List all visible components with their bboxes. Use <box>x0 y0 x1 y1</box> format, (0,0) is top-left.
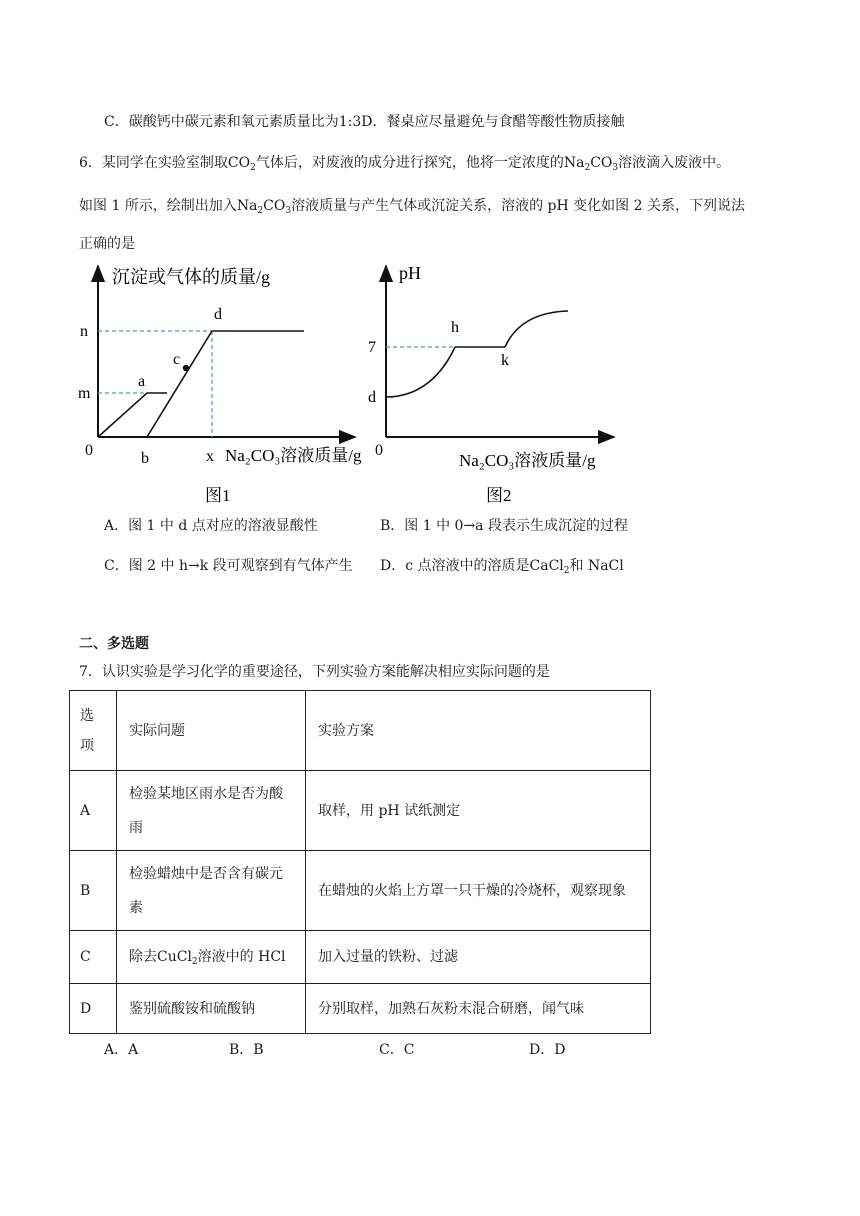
table-row <box>70 931 651 984</box>
table-cell-option: A <box>70 771 117 851</box>
header-text: 选 <box>80 707 94 724</box>
table-cell-plan: 在蜡烛的火焰上方罩一只干燥的冷烧杯，观察现象 <box>306 851 651 931</box>
fig2-ph-curve-rise-2 <box>505 311 568 347</box>
cell-text: 除去 <box>129 949 157 965</box>
table-cell-problem: 检验蜡烛中是否含有碳元素 <box>117 851 306 931</box>
formula-sub: 2 <box>584 163 591 173</box>
formula-cacl2: CaCl <box>529 558 564 574</box>
fig2-xlabel: Na₂CO₃溶液质量/g <box>459 451 596 470</box>
fig1-label-d: d <box>214 306 222 323</box>
formula-cucl2: CuCl <box>157 949 192 965</box>
q6-figures <box>0 0 860 520</box>
q6-option-a: A．图 1 中 d 点对应的溶液显酸性 <box>104 518 318 534</box>
q5-option-d: D．餐桌应尽量避免与食醋等酸性物质接触 <box>361 114 625 130</box>
table-cell-option: C <box>70 931 117 984</box>
q6-text: 气体后，对废液的成分进行探究，他将一定浓度的 <box>255 155 564 171</box>
table-cell-plan: 加入过量的铁粉、过滤 <box>306 931 651 984</box>
fig2-caption: 图2 <box>486 486 512 505</box>
formula-sub: 2 <box>257 206 264 216</box>
formula-sub: 2 <box>250 163 256 173</box>
fig2-label-7: 7 <box>368 339 376 356</box>
q6-text: 如图 1 所示，绘制出加入 <box>79 198 237 214</box>
formula-na: Na <box>236 198 258 214</box>
table-cell-plan: 取样，用 pH 试纸测定 <box>306 771 651 851</box>
fig1-label-c: c <box>173 351 181 368</box>
formula-sub: 3 <box>612 163 619 173</box>
fig2-origin: 0 <box>375 442 383 459</box>
fig1-label-n: n <box>80 323 88 340</box>
table-header-row <box>70 691 651 771</box>
q6-text: 正确的是 <box>79 236 135 252</box>
header-text: 项 <box>80 737 94 754</box>
table-row <box>70 984 651 1034</box>
formula-na: Na <box>563 155 585 171</box>
q7-stem: 7．认识实验是学习化学的重要途径，下列实验方案能解决相应实际问题的是 <box>79 664 550 680</box>
fig2-label-d: d <box>368 389 376 406</box>
fig1-label-b: b <box>141 450 149 467</box>
fig1-precipitate-curve <box>147 331 304 437</box>
cell-text: 溶液中的 HCl <box>197 949 286 965</box>
figure-2 <box>368 263 614 505</box>
q7-option-c: C．C <box>379 1042 415 1058</box>
formula-sub: 3 <box>285 206 292 216</box>
section-title: 二、多选题 <box>79 636 149 652</box>
fig1-gas-curve <box>98 393 167 437</box>
table-cell-problem <box>117 931 306 984</box>
table-row <box>70 771 651 851</box>
formula-co: CO <box>263 198 286 214</box>
fig2-label-h: h <box>451 319 459 336</box>
q6-option-c: C．图 2 中 h→k 段可观察到有气体产生 <box>104 558 353 574</box>
table-header-option <box>70 691 117 771</box>
fig1-label-a: a <box>138 373 146 390</box>
q6-option-b: B．图 1 中 0→a 段表示生成沉淀的过程 <box>380 518 628 534</box>
formula-co2: CO <box>227 155 251 171</box>
fig1-label-x: x <box>206 448 214 465</box>
figure-1 <box>78 266 362 505</box>
formula-co: CO <box>590 155 613 171</box>
table-header-problem: 实际问题 <box>117 691 306 771</box>
fig1-caption: 图1 <box>205 486 231 505</box>
table-cell-option: D <box>70 984 117 1034</box>
q6-option-d-text: D．c 点溶液中的溶质是 <box>380 558 530 574</box>
q6-option-d-text: 和 NaCl <box>569 558 624 574</box>
table-cell-plan: 分别取样，加熟石灰粉末混合研磨，闻气味 <box>306 984 651 1034</box>
q6-text: 溶液滴入废液中。 <box>618 155 731 171</box>
formula-sub: 2 <box>563 566 570 576</box>
q6-text: 6．某同学在实验室制取 <box>79 155 228 171</box>
table-cell-problem: 检验某地区雨水是否为酸雨 <box>117 771 306 851</box>
q7-option-a: A．A <box>104 1042 139 1058</box>
fig1-label-m: m <box>78 385 91 402</box>
table-cell-problem: 鉴别硫酸铵和硫酸钠 <box>117 984 306 1034</box>
q7-option-d: D．D <box>529 1042 566 1058</box>
fig2-ph-curve-rise <box>386 347 455 397</box>
table-row <box>70 851 651 931</box>
q6-text: 溶液质量与产生气体或沉淀关系，溶液的 pH 变化如图 2 关系，下列说法 <box>291 198 745 214</box>
formula-sub: 2 <box>191 957 198 967</box>
q5-option-c: C．碳酸钙中碳元素和氧元素质量比为1:3 <box>104 114 362 130</box>
q6-option-d <box>380 556 624 576</box>
fig1-origin: 0 <box>85 442 93 459</box>
q7-option-b: B．B <box>229 1042 264 1058</box>
fig1-point-c <box>183 365 189 371</box>
table-cell-option: B <box>70 851 117 931</box>
q7-table <box>69 690 651 1034</box>
fig2-ylabel: pH <box>399 263 421 283</box>
table-header-plan: 实验方案 <box>306 691 651 771</box>
fig2-label-k: k <box>501 352 509 369</box>
fig1-xlabel: Na₂CO₃溶液质量/g <box>225 446 362 465</box>
fig1-ylabel: 沉淀或气体的质量/g <box>112 267 271 287</box>
